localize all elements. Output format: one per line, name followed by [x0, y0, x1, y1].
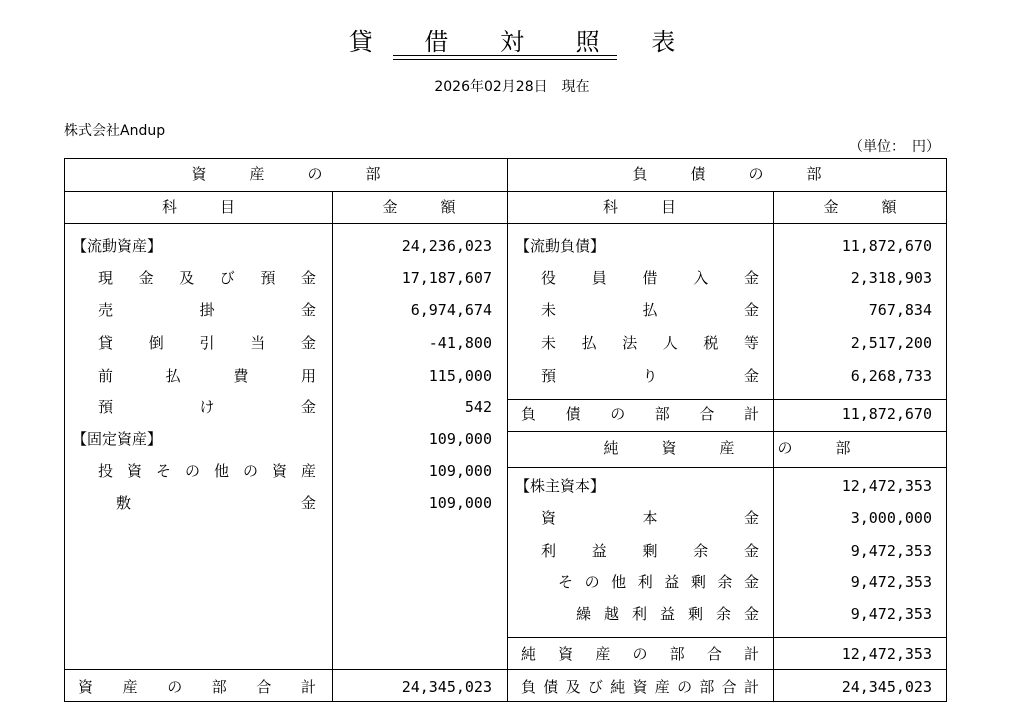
shareholders-equity-total: 12,472,353 [841, 477, 932, 495]
liability-item-label: 未払金 [541, 301, 759, 319]
rule-liab-total-top [507, 399, 946, 400]
liab-amount-header: 金 額 [823, 198, 911, 216]
fixed-asset-item-label: 投資その他の資産 [98, 462, 316, 480]
liability-item-amount: 6,268,733 [850, 367, 932, 385]
net-assets-total-label: 純資産の部合計 [521, 645, 759, 663]
asset-item-label: 現金及び預金 [98, 269, 316, 287]
net-asset-item-amount: 9,472,353 [850, 573, 932, 591]
net-asset-item-amount: 9,472,353 [850, 542, 932, 560]
rule-net-total-top [507, 637, 946, 638]
rule-grand-total-top [65, 669, 946, 670]
asset-item-amount: 17,187,607 [401, 269, 492, 287]
rule-net-header-bottom [507, 467, 946, 468]
liabilities-total-amount: 11,872,670 [841, 405, 932, 423]
net-asset-item-label: 資本金 [541, 509, 759, 527]
current-assets-label: 【流動資産】 [72, 237, 163, 255]
current-liabilities-total: 11,872,670 [841, 237, 932, 255]
liability-item-amount: 2,517,200 [850, 334, 932, 352]
fixed-assets-total: 109,000 [428, 430, 492, 448]
liabilities-total-label: 負債の部合計 [521, 405, 759, 423]
fixed-asset-item-amount: 109,000 [428, 494, 492, 512]
net-asset-item-amount: 3,000,000 [850, 509, 932, 527]
grand-total-amount: 24,345,023 [841, 678, 932, 696]
assets-total-amount: 24,345,023 [401, 678, 492, 696]
liability-item-label: 預り金 [541, 367, 759, 385]
net-assets-section-header: 純 資 産 の 部 [603, 439, 865, 457]
liability-item-amount: 767,834 [868, 301, 932, 319]
liability-item-amount: 2,318,903 [850, 269, 932, 287]
asset-item-amount: 115,000 [428, 367, 492, 385]
net-asset-item-amount: 9,472,353 [850, 605, 932, 623]
net-asset-item-label: 利益剰余金 [541, 542, 759, 560]
title-underline [393, 55, 617, 60]
shareholders-equity-label: 【株主資本】 [515, 477, 606, 495]
asset-item-amount: 6,974,674 [410, 301, 492, 319]
net-asset-item-label: その他利益剰余金 [558, 573, 759, 591]
company-name: 株式会社Andup [64, 123, 166, 139]
rule-header-1 [65, 191, 946, 192]
asset-item-label: 前払費用 [98, 367, 316, 385]
current-liabilities-label: 【流動負債】 [515, 237, 606, 255]
assets-section-header: 資 産 の 部 [191, 165, 395, 183]
current-assets-total: 24,236,023 [401, 237, 492, 255]
rule-net-header-top [507, 431, 946, 432]
fixed-assets-label: 【固定資産】 [72, 430, 163, 448]
asset-item-label: 売掛金 [98, 301, 316, 319]
liab-account-header: 科 目 [602, 198, 690, 216]
asset-item-label: 貸倒引当金 [98, 334, 316, 352]
rule-assets-col [332, 191, 333, 701]
assets-total-label: 資産の部合計 [78, 678, 316, 696]
fixed-asset-item-label: 敷金 [116, 494, 316, 512]
liabilities-section-header: 負 債 の 部 [632, 165, 836, 183]
liability-item-label: 未払法人税等 [541, 334, 759, 352]
unit-label: （単位： 円） [849, 139, 940, 155]
page-title: 貸 借 対 照 表 [348, 28, 698, 56]
net-asset-item-label: 繰越利益剰余金 [576, 605, 759, 623]
grand-total-label: 負債及び純資産の部合計 [521, 678, 759, 696]
fixed-asset-item-amount: 109,000 [428, 462, 492, 480]
rule-center [507, 159, 508, 701]
assets-amount-header: 金 額 [382, 198, 470, 216]
report-date: 2026年02月28日 現在 [434, 79, 590, 95]
assets-account-header: 科 目 [161, 198, 249, 216]
asset-item-amount: -41,800 [428, 334, 492, 352]
asset-item-amount: 542 [464, 398, 492, 416]
net-assets-total-amount: 12,472,353 [841, 645, 932, 663]
rule-header-2 [65, 223, 946, 224]
liability-item-label: 役員借入金 [541, 269, 759, 287]
asset-item-label: 預け金 [98, 398, 316, 416]
